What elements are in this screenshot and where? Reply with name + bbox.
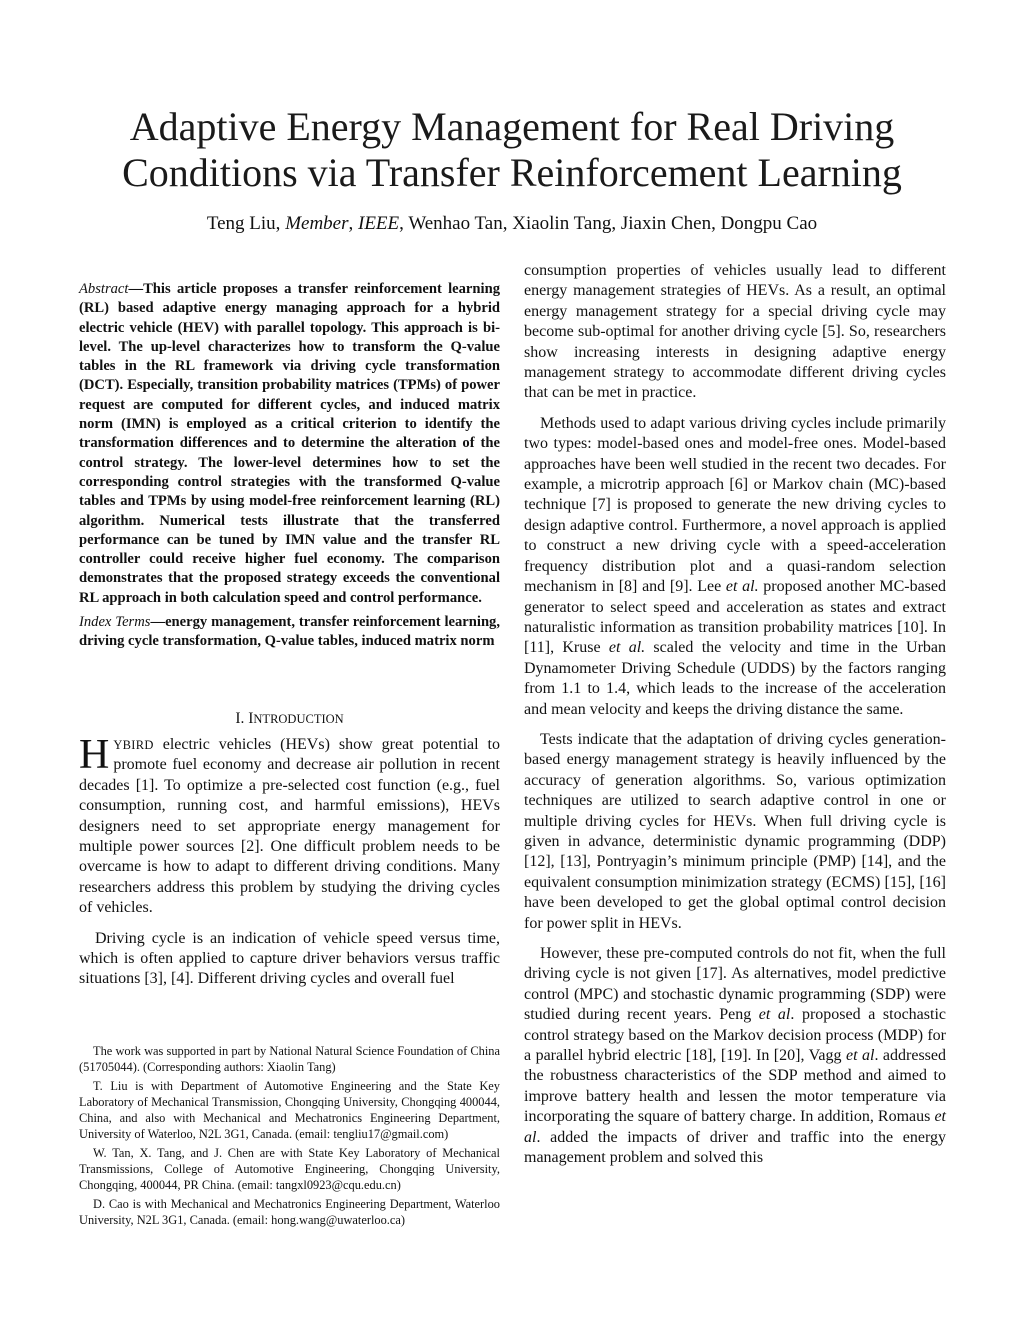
right-paragraph-1: consumption properties of vehicles usually lead to different energy management strategies of HEVs. As a result, an optimal energy management strategy for a special driving cycle may become sub-optimal for another driving cycle [5]. So, researchers show increasing interests in designing adaptive energy management strategy to accommodate different driving cycles that can be met in practice.	[524, 262, 946, 402]
right-p2-part-a: Methods used to adapt various driving cycles include primarily two types: model-based ones and model-free ones. Model-based approaches have been well studied in the recent two decades. For example, a microtrip approach [6] or Markov chain (MC)-based technique [7] is proposed to generate the new driving cycles to design adaptive control. Furthermore, a novel approach is applied to construct a new driving cycle with a speed-acceleration frequency distribution plot and a quasi-random selection mechanism in [8] and [9]. Lee	[524, 414, 946, 596]
right-p4-part-d: . added the impacts of driver and traffic into the energy management problem and solved this	[524, 1128, 946, 1167]
drop-cap: H	[79, 732, 110, 778]
section-first-letter: I	[248, 710, 254, 727]
footnote-authors-tan-tang-chen: W. Tan, X. Tang, and J. Chen are with State Key Laboratory of Mechanical Transmissions, College of Automotive Engineering, Chongqing University, Chongqing, 400044, PR China. (email: tangxl0923@cqu.edu.cn)	[79, 1146, 500, 1192]
right-p2-part-c: scaled the velocity and time in the Urban Dynamometer Driving Schedule (UDDS) by the factors ranging from 1.1 to 1.4, which leads to the increase of the acceleration and mean velocity and keeps the driving distance the same.	[524, 639, 947, 718]
author-list: Teng Liu, Member, IEEE, Wenhao Tan, Xiaolin Tang, Jiaxin Chen, Dongpu Cao	[206, 213, 818, 234]
author-member: Member	[285, 213, 349, 234]
right-p4-etal-2: et al	[845, 1047, 875, 1065]
right-paragraph-3: Tests indicate that the adaptation of driving cycles generation-based energy management strategy is heavily influenced by the accuracy of generation algorithms. So, various optimization techniques are utilized to search adaptive control in one or multiple driving cycles for HEVs. When full driving cycle is given in advance, deterministic dynamic programming (DDP) [12], [13], Pontryagin’s minimum principle (PMP) [14], and the equivalent consumption minimization strategy (ECMS) [15], [16] have been developed to get the global optimal control decision for power split in HEVs.	[524, 730, 946, 932]
abstract-label: Abstract	[79, 281, 129, 297]
right-p4-part-a: However, these pre-computed controls do not fit, when the full driving cycle is not given [17]. As alternatives, model predictive control (MPC) and stochastic dynamic programming (SDP) were studied during recent years. Peng	[524, 945, 946, 1024]
abstract-text: —This article proposes a transfer reinforcement learning (RL) based adaptive energy managing approach for a hybrid electric vehicle (HEV) with parallel topology. This approach is bi-level. The up-level characterizes how to transform the Q-value tables in the RL framework via driving cycle transformation (DCT). Especially, transition probability matrices (TPMs) of power request are computed for different cycles, and induced matrix norm (IMN) is employed as a critical criterion to identify the transformation differences and to determine the alteration of the control strategy. The lower-level determines how to set the corresponding control strategies with the transformed Q-value tables and TPMs by using model-free reinforcement learning (RL) algorithm. Numerical tests illustrate that the transferred performance can be tuned by IMN value and the transfer RL controller could receive higher fuel economy. The comparison demonstrates that the proposed strategy exceeds the conventional RL approach in both calculation speed and control performance.	[79, 281, 500, 606]
index-terms	[79, 613, 500, 652]
right-p4-etal-1: et al	[758, 1006, 791, 1024]
right-paragraph-2	[524, 414, 946, 720]
right-p4-part-c: . addressed the robustness characteristics of the SDP method and aimed to improve battery health and lessen the motor temperature via incorporating the square of battery charge. In addition, Romaus	[524, 1047, 947, 1126]
intro-paragraph-2: Driving cycle is an indication of vehicle speed versus time, which is often applied to capture driver behaviors versus traffic situations [3], [4]. Different driving cycles and overall fuel	[79, 929, 500, 988]
index-terms-text: —energy management, transfer reinforcement learning, driving cycle transformation, Q-value tables, induced matrix norm	[79, 614, 501, 650]
footnote-author-cao: D. Cao is with Mechanical and Mechatronics Engineering Department, Waterloo University, N2L 3G1, Canada. (email: hong.wang@uwaterloo.ca)	[79, 1197, 500, 1227]
right-p2-etal-1: et al.	[725, 578, 759, 596]
intro-smallcaps: YBIRD	[113, 738, 154, 752]
title-line-2: Conditions via Transfer Reinforcement Learning	[122, 150, 902, 195]
paper-title	[60, 104, 964, 196]
author-ieee: IEEE	[358, 213, 400, 234]
right-p4-part-b: . proposed a stochastic control strategy based on the Markov decision process (MDP) for a parallel hybrid electric [18], [19]. In [20], Vagg	[524, 1006, 946, 1065]
index-terms-label: Index Terms	[79, 614, 151, 630]
right-column	[524, 261, 946, 1178]
right-paragraph-4	[524, 944, 946, 1168]
right-p2-etal-2: et al.	[608, 639, 646, 657]
section-rest: NTRODUCTION	[253, 712, 344, 726]
right-p2-part-b: proposed another MC-based generator to select speed and acceleration as states and extract naturalistic information as transition probability matrices [10]. In [11], Kruse	[524, 578, 946, 657]
footnote-funding: The work was supported in part by National Natural Science Foundation of China (51705044). (Corresponding authors: Xiaolin Tang)	[79, 1044, 500, 1074]
footnotes	[79, 1043, 500, 1231]
intro-paragraph-1	[79, 732, 500, 919]
author-first: Teng Liu,	[206, 213, 281, 234]
introduction-body	[79, 732, 500, 1000]
author-rest: Wenhao Tan, Xiaolin Tang, Jiaxin Chen, Dongpu Cao	[408, 213, 818, 234]
abstract	[79, 280, 500, 608]
footnote-author-liu: T. Liu is with Department of Automotive Engineering and the State Key Laboratory of Mechanical Transmission, Chongqing University, Chongqing 400044, China, and also with Mechanical and Mechatronics Engineering Department, University of Waterloo, N2L 3G1, Canada. (email: tengliu17@gmail.com)	[79, 1079, 500, 1141]
title-line-1: Adaptive Energy Management for Real Driving	[129, 104, 895, 149]
right-p4-etal-3: et al	[524, 1108, 946, 1146]
intro-p1-text: electric vehicles (HEVs) show great potential to promote fuel economy and decrease air pollution in recent decades [1]. To optimize a pre-selected cost function (e.g., fuel consumption, running cost, and harmful emissions), HEVs designers need to set appropriate energy management for multiple power sources [2]. One difficult problem needs to be overcame is how to adapt to different driving conditions. Many researchers address this problem by studying the driving cycles of vehicles.	[79, 736, 500, 917]
section-numeral: I.	[235, 710, 245, 727]
section-heading-introduction	[79, 708, 500, 730]
